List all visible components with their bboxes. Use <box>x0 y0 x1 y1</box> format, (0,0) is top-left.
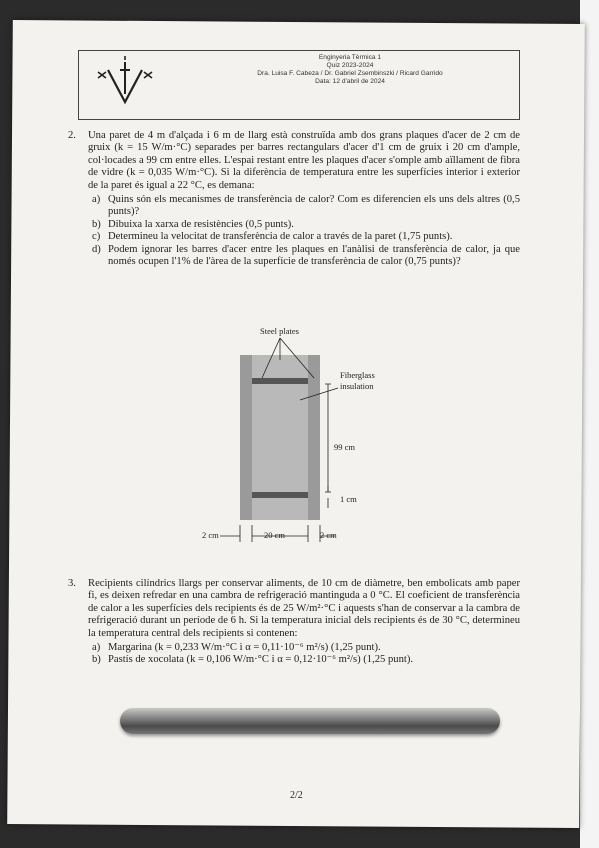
wall-diagram <box>202 320 400 550</box>
question-number: 3. <box>68 578 76 589</box>
steel-bar-top <box>252 378 308 384</box>
left-steel-plate <box>240 355 252 520</box>
steel-bar-bottom <box>252 492 308 498</box>
cylinder-illustration <box>120 708 500 734</box>
question-item: b) Dibuixa la xarxa de resistències (0,5 punts). <box>92 218 294 230</box>
question-item: c) Determineu la velocitat de transferència de calor a través de la paret (1,75 punts). <box>92 231 453 243</box>
authors: Dra. Luisa F. Cabeza / Dr. Gabriel Zsembinszki / Ricard Garrido <box>257 70 443 77</box>
header-text <box>190 54 510 86</box>
question-item: a) Margarina (k = 0,233 W/m·°C i α = 0,11·10⁻⁶ m²/s) (1,25 punt). <box>92 642 381 654</box>
page-number: 2/2 <box>290 790 303 801</box>
question-item: a) Quins són els mecanismes de transferència de calor? Com es diferencien els uns dels altres (0,5 punts)? <box>92 194 520 218</box>
label-2cm-right: 2 cm <box>320 530 337 540</box>
label-20cm: 20 cm <box>264 530 286 540</box>
label-insulation: insulation <box>340 381 374 391</box>
course-title: Enginyeria Tèrmica 1 <box>318 54 382 61</box>
exam-title: Quiz 2023-2024 <box>326 62 374 69</box>
question-statement: Una paret de 4 m d'alçada i 6 m de llarg està construïda amb dos grans plaques d'acer de 2 cm de gruix (k = 15 W/m·°C) separades per barres rectangulars d'acer d'1 cm de gruix i 20 cm d'ample, col·locades a 99 cm entre elles. L'espai restant entre les plaques d'acer s'omple amb aïllament de fibra de vidre (k = 0,035 W/m·°C). Si la diferència de temperatura entre les superfícies interior i exterior de la paret és igual a 22 °C, es demana: <box>88 130 520 191</box>
question-3 <box>68 578 520 667</box>
question-number: 2. <box>68 130 76 141</box>
question-item: d) Podem ignorar les barres d'acer entre les plaques en l'anàlisi de transferència de calor, ja que només ocupen l'1% de l'àrea de la superfície de transferència de calor (0,75 punts)? <box>92 243 520 268</box>
question-statement: Recipients cilíndrics llargs per conservar aliments, de 10 cm de diàmetre, ben embolicats amb paper fi, es deixen refredar en una cambra de refrigeració mantinguda a 0 °C. El coeficient de transferència de calor a les superfícies dels recipients és de 25 W/m²·°C i aquests s'han de conservar a la cambra de refrigeració durant un període de 6 h. Si la temperatura inicial dels recipients és de 30 °C, determineu la temperatura central dels recipients si contenen: <box>88 578 520 639</box>
exam-date: Data: 12 d'abril de 2024 <box>315 78 385 85</box>
label-99cm: 99 cm <box>334 442 356 452</box>
wall-diagram-svg <box>210 320 400 550</box>
right-steel-plate <box>308 355 320 520</box>
label-fiberglass: Fiberglass <box>340 370 375 380</box>
question-2 <box>68 130 520 268</box>
university-logo <box>90 50 160 114</box>
label-steel-plates: Steel plates <box>260 326 299 336</box>
label-1cm: 1 cm <box>340 494 357 504</box>
question-item: b) Pastís de xocolata (k = 0,106 W/m·°C i α = 0,12·10⁻⁶ m²/s) (1,25 punt). <box>92 654 413 666</box>
label-2cm-left: 2 cm <box>202 530 219 540</box>
